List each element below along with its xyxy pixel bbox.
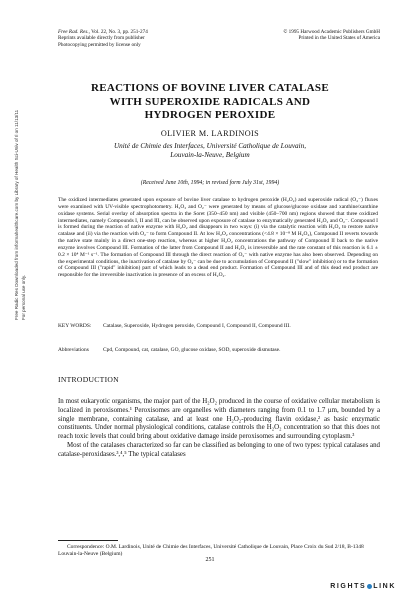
photocopying-note: Photocopying permitted by license only	[58, 41, 141, 48]
intro-paragraph: Most of the catalases characterized so far can be classified as belonging to one of two types: typical catalases and catalase-peroxidases.³,⁴,⁵ The typical catalases	[58, 441, 380, 458]
rightslink-logo[interactable]	[330, 583, 396, 590]
section-heading-introduction: INTRODUCTION	[58, 375, 119, 384]
publisher-header	[283, 29, 380, 42]
logo-text-link: LINK	[373, 583, 396, 590]
footnote-rule	[58, 540, 118, 541]
volume-pages: , Vol. 22, No. 3, pp. 251-274	[88, 29, 148, 35]
abbreviations	[58, 347, 378, 354]
author-name: OLIVIER M. LARDINOIS	[160, 129, 260, 138]
title-line: HYDROGEN PEROXIDE	[144, 109, 276, 121]
intro-paragraph: In most eukaryotic organisms, the major part of the H₂O₂ produced in the course of oxidative cellular metabolism is localized in peroxisomes.¹ Peroxisomes are organelles with diameters ranging from 0.1 to 1.7 μm, bounded by a single membrane, containing catalase, and at least one H₂O₂-producing flavin oxidase,² as basic enzymatic constituents. Under normal physiological conditions, catalase controls the H₂O₂ concentration so that this does not reach toxic levels that could bring about oxidative damage inside peroxisomes and surrounding cytoplasm.³	[58, 398, 380, 440]
abstract	[58, 197, 378, 279]
affiliation-line: Louvain-la-Neuve, Belgium	[170, 151, 250, 159]
keywords-label: KEY WORDS:	[58, 323, 92, 329]
copyright-line: © 1995 Harwood Academic Publishers GmbH	[283, 29, 380, 35]
journal-name: Free Rad. Res.	[58, 29, 89, 35]
title-line: WITH SUPEROXIDE RADICALS AND	[109, 95, 311, 108]
abbreviations-label: Abbreviations	[58, 347, 89, 353]
abbreviations-text: Cpd, Compound, cat, catalase, GO, glucose oxidase, SOD, superoxide dismutase.	[103, 347, 281, 353]
article-title	[40, 82, 380, 123]
introduction-body	[58, 398, 380, 459]
page-number: 251	[205, 557, 215, 563]
reprints-note: Reprints available directly from publisher	[58, 35, 145, 42]
received-dates: (Received June 10th, 1994; in revised form July 31st, 1994)	[140, 180, 280, 186]
correspondence-note: Correspondence: O.M. Lardinois, Unité de Chimie des Interfaces, Université Catholique de Louvain, Place Croix du Sud 2/18, B-1348 Louvain-la-Neuve (Belgium)	[58, 544, 364, 557]
keywords-text: Catalase, Superoxide, Hydrogen peroxide, Compound I, Compound II, Compound III.	[103, 323, 291, 329]
abstract-text: The oxidized intermediates generated upon exposure of bovine liver catalase to hydrogen peroxide (H₂O₂) and superoxide radical (O₂⁻) fluxes were examined with UV-visible spectrophotometry. H₂O₂ and O₂⁻ were generated by means of glucose/glucose oxidase and xanthine/xanthine oxidase systems. Serial overlay of absorption spectra in the Soret (350–450 nm) and visible (450–700 nm) regions showed that three oxidized intermediates, namely Compounds I, II and III, can be observed upon exposure of catalase to enzymatically generated H₂O₂ and O₂⁻. Compound I is formed during the reaction of native enzyme with H₂O₂ and disappears in two ways: (i) via the catalytic reaction with H₂O₂ to restore native catalase and (ii) via the reaction with O₂⁻ to form Compound II. At low H₂O₂ concentrations (<4.8 × 10⁻⁸ M H₂O₂), Compound II reverts towards the native state mainly in a direct one-step reaction, whereas at higher H₂O₂ concentrations the pathway of Compound II back to the native enzyme involves Compound III. Formation of the latter from Compound II and H₂O₂ is irreversible and the rate constant of this reaction is 6.1 ± 0.2 × 10⁴ M⁻¹ s⁻¹. The formation of Compound III through the direct reaction of O₂⁻ with native enzyme has also been observed. Depending on the experimental conditions, the inactivation of catalase by O₂⁻ can be due to accumulation of Compound II ("slow" inhibition) or to the formation of Compound III ("rapid" inhibition) part of which leads to a dead end product. Formation of Compound III and of this dead end product are responsible for the irreversible inactivation in presence of an excess of H₂O₂.	[58, 197, 378, 279]
logo-text-rights: RIGHTS	[330, 583, 367, 590]
logo-dot-icon	[367, 584, 372, 589]
download-watermark	[6, 109, 34, 320]
watermark-line-2: For personal use only.	[20, 274, 26, 320]
printed-line: Printed in the United States of America	[298, 35, 380, 42]
watermark-line-1: Free Radic Res Downloaded from informahealthcare.com by Library of Health Sci-Univ of Il on 11/13/11	[13, 109, 19, 320]
affiliation-line: Unité de Chimie des Interfaces, Université Catholique de Louvain,	[113, 142, 307, 150]
keywords	[58, 323, 378, 330]
author-affiliation	[40, 142, 380, 160]
journal-header	[58, 29, 148, 48]
title-line: REACTIONS OF BOVINE LIVER CATALASE	[91, 82, 329, 94]
